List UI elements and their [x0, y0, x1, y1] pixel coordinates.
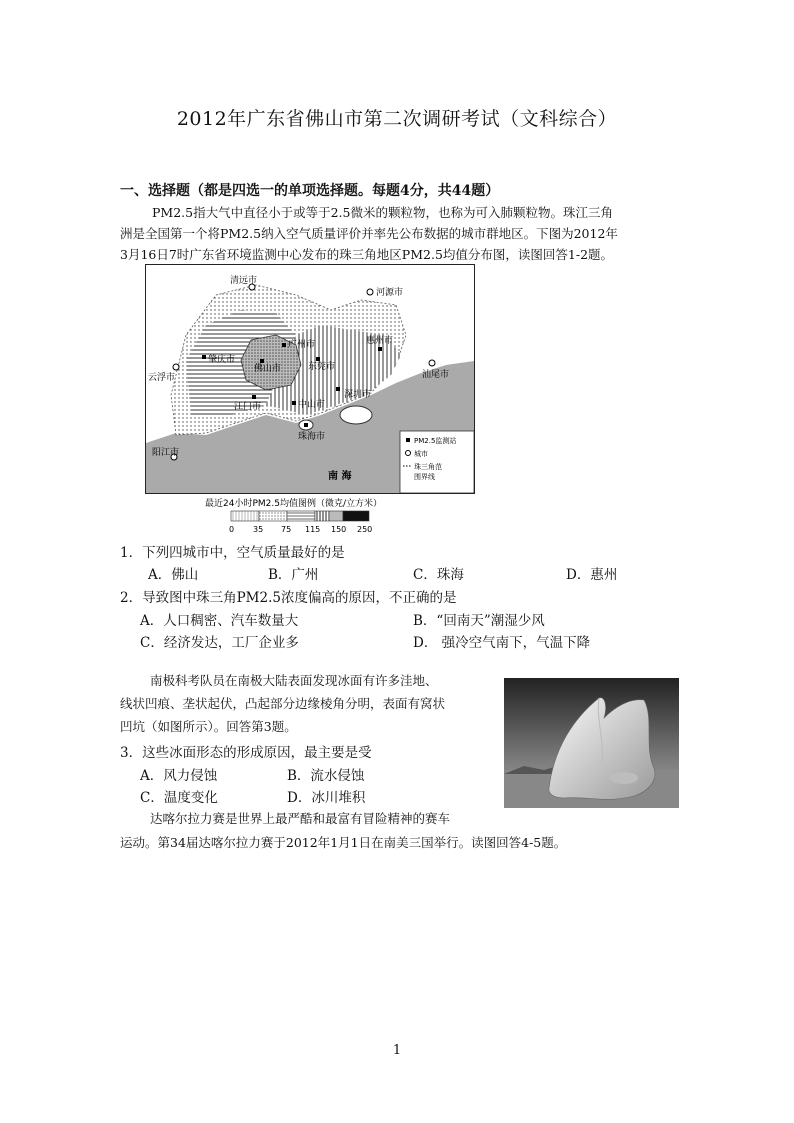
- label-jiangmen: 江门市: [234, 402, 262, 412]
- label-foshan: 佛山市: [254, 364, 282, 374]
- legend-city-label: 城市: [414, 450, 428, 458]
- legend-station-label: PM2.5监测站: [414, 437, 457, 445]
- scale-tick: 150: [331, 525, 347, 534]
- q3-stem: 3．这些冰面形态的形成原因，最主要是受: [120, 745, 372, 761]
- city-marker: [429, 360, 435, 366]
- antarctic-line-3: 凹坑（如图所示）。回答第3题。: [120, 719, 297, 734]
- pm25-scale-legend: [145, 494, 473, 538]
- antarctic-line-1: 南极科考队员在南极大陆表面发现冰面有许多洼地、: [150, 673, 438, 688]
- label-guangzhou: 广州市: [288, 340, 316, 350]
- page-number: 1: [392, 1043, 402, 1058]
- label-shanwei: 汕尾市: [422, 370, 450, 380]
- station-marker: [316, 357, 320, 361]
- station-marker: [378, 347, 382, 351]
- city-marker: [173, 364, 179, 370]
- station-marker: [282, 343, 286, 347]
- q2-option-b[interactable]: B．“回南天”潮湿少风: [413, 613, 545, 629]
- pm25-map: [145, 264, 475, 494]
- q1-stem: 1．下列四城市中，空气质量最好的是: [120, 545, 345, 561]
- label-heyuan: 河源市: [376, 288, 404, 298]
- label-sea: 南 海: [328, 471, 352, 482]
- q1-option-b[interactable]: B．广州: [268, 567, 319, 583]
- dakar-line-2: 运动。第34届达喀尔拉力赛于2012年1月1日在南美三国举行。读图回答4-5题。: [120, 835, 567, 850]
- label-zhuhai: 珠海市: [298, 432, 326, 442]
- section-heading: 一、选择题（都是四选一的单项选择题。每题4分，共44题）: [120, 183, 500, 199]
- scale-tick: 250: [357, 525, 373, 534]
- scale-band-6: [343, 511, 369, 521]
- scale-band-3: [287, 511, 315, 521]
- q3-option-c[interactable]: C．温度变化: [140, 790, 218, 806]
- station-marker: [260, 359, 264, 363]
- q2-stem: 2．导致图中珠三角PM2.5浓度偏高的原因，不正确的是: [120, 590, 457, 606]
- legend-station-icon: [406, 438, 410, 442]
- scale-band-4: [315, 511, 329, 521]
- scale-title: 最近24小时PM2.5均值图例（微克/立方米）: [205, 499, 382, 509]
- pm25-map-svg: [146, 265, 474, 493]
- label-qingyuan: 清远市: [230, 276, 258, 286]
- station-marker: [336, 387, 340, 391]
- q3-option-a[interactable]: A．风力侵蚀: [140, 768, 218, 784]
- q2-option-d[interactable]: D． 强冷空气南下，气温下降: [413, 635, 591, 651]
- q1-option-d[interactable]: D．惠州: [566, 567, 618, 583]
- label-huizhou: 惠州市: [366, 336, 394, 346]
- intro-line-3: 3月16日7时广东省环境监测中心发布的珠三角地区PM2.5均值分布图，读图回答1-2题。: [120, 247, 614, 262]
- ice-photo: [504, 678, 679, 808]
- legend-boundary-label-1: 珠三角范: [414, 463, 442, 471]
- q2-option-a[interactable]: A．人口稠密、汽车数量大: [140, 613, 299, 629]
- pm25-scale-svg: [145, 494, 473, 538]
- scale-tick: 0: [229, 525, 235, 534]
- station-marker: [292, 401, 296, 405]
- intro-line-1: PM2.5指大气中直径小于或等于2.5微米的颗粒物，也称为可入肺颗粒物。珠江三角: [152, 205, 613, 220]
- q3-option-b[interactable]: B．流水侵蚀: [287, 768, 365, 784]
- q3-option-d[interactable]: D．冰川堆积: [287, 790, 366, 806]
- station-marker: [304, 423, 308, 427]
- legend-boundary-label-2: 围界线: [414, 473, 435, 481]
- label-yunfu: 云浮市: [148, 373, 176, 383]
- page-title: 2012年广东省佛山市第二次调研考试（文科综合）: [176, 108, 618, 130]
- scale-tick: 75: [281, 525, 292, 534]
- label-yangjiang: 阳江市: [152, 448, 180, 458]
- legend-city-icon: [406, 451, 411, 456]
- scale-band-5: [329, 511, 343, 521]
- station-marker: [252, 395, 256, 399]
- scale-tick: 115: [305, 525, 321, 534]
- label-dongguan: 东莞市: [308, 362, 336, 372]
- dakar-line-1: 达喀尔拉力赛是世界上最严酷和最富有冒险精神的赛车: [150, 811, 451, 826]
- scale-tick: 35: [253, 525, 264, 534]
- label-zhaoqing: 肇庆市: [208, 355, 236, 365]
- island: [340, 406, 372, 424]
- intro-line-2: 洲是全国第一个将PM2.5纳入空气质量评价并率先公布数据的城市群地区。下图为2012年: [120, 226, 618, 241]
- label-zhongshan: 中山市: [298, 400, 326, 410]
- ice-photo-svg: [504, 678, 679, 808]
- scale-band-2: [259, 511, 287, 521]
- q2-option-c[interactable]: C．经济发达，工厂企业多: [140, 635, 299, 651]
- city-marker: [367, 289, 373, 295]
- antarctic-line-2: 线状凹痕、垄状起伏，凸起部分边缘棱角分明，表面有窝状: [120, 696, 446, 711]
- station-marker: [202, 355, 206, 359]
- label-shenzhen: 深圳市: [344, 390, 372, 400]
- q1-option-c[interactable]: C．珠海: [413, 567, 464, 583]
- scale-band-1: [231, 511, 259, 521]
- q1-option-a[interactable]: A．佛山: [148, 567, 199, 583]
